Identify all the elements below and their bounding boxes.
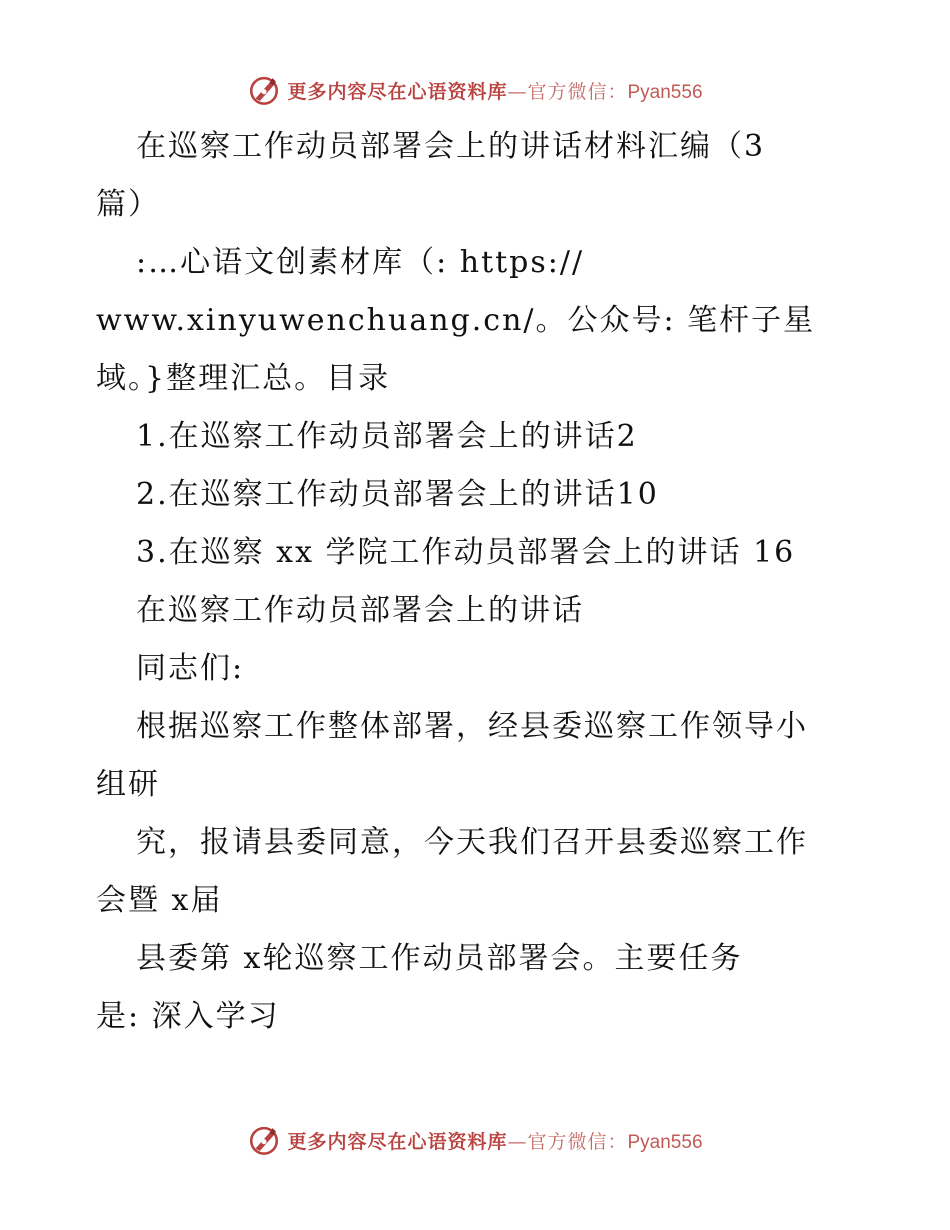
header-banner-suffix: 官方微信： [527, 80, 628, 103]
header-banner-wechat-id: Pyan556 [627, 81, 703, 103]
header-banner-dash: — [507, 80, 528, 103]
body-line-3: 究，报请县委同意，今天我们召开县委巡察工作 [136, 825, 808, 860]
body-line-4: 会暨 x届 [96, 883, 223, 918]
doc-title-line-2: 篇） [96, 187, 160, 222]
source-line-3: 域。}整理汇总。目录 [96, 361, 391, 396]
toc-item-1: 1.在巡察工作动员部署会上的讲话2 [136, 419, 638, 454]
salutation: 同志们: [136, 651, 245, 686]
pen-logo-icon [247, 1123, 281, 1157]
header-banner-inner [247, 73, 702, 107]
body-line-1: 根据巡察工作整体部署，经县委巡察工作领导小 [136, 709, 808, 744]
source-line-2: www.xinyuwenchuang.cn/。公众号: 笔杆子星 [96, 303, 816, 338]
pen-logo-icon [247, 73, 281, 107]
doc-title-line-1: 在巡察工作动员部署会上的讲话材料汇编（3 [136, 129, 766, 164]
body-line-5: 县委第 x轮巡察工作动员部署会。主要任务 [136, 941, 743, 976]
footer-banner-dash: — [507, 1130, 528, 1153]
source-line-1: :…心语文创素材库（: https:// [136, 245, 585, 280]
header-banner [0, 68, 950, 112]
footer-banner [0, 1118, 950, 1162]
header-banner-text [287, 77, 702, 104]
body-line-2: 组研 [96, 767, 160, 802]
footer-banner-main: 更多内容尽在心语资料库 [287, 1130, 508, 1153]
header-banner-main: 更多内容尽在心语资料库 [287, 80, 508, 103]
footer-banner-wechat-id: Pyan556 [627, 1131, 703, 1153]
footer-banner-text [287, 1127, 702, 1154]
footer-banner-inner [247, 1123, 702, 1157]
toc-item-2: 2.在巡察工作动员部署会上的讲话10 [136, 477, 659, 512]
footer-banner-suffix: 官方微信： [527, 1130, 628, 1153]
section-heading: 在巡察工作动员部署会上的讲话 [136, 593, 584, 628]
toc-item-3: 3.在巡察 xx 学院工作动员部署会上的讲话 16 [136, 535, 796, 570]
document-body [96, 118, 856, 1046]
body-line-6: 是: 深入学习 [96, 999, 280, 1034]
